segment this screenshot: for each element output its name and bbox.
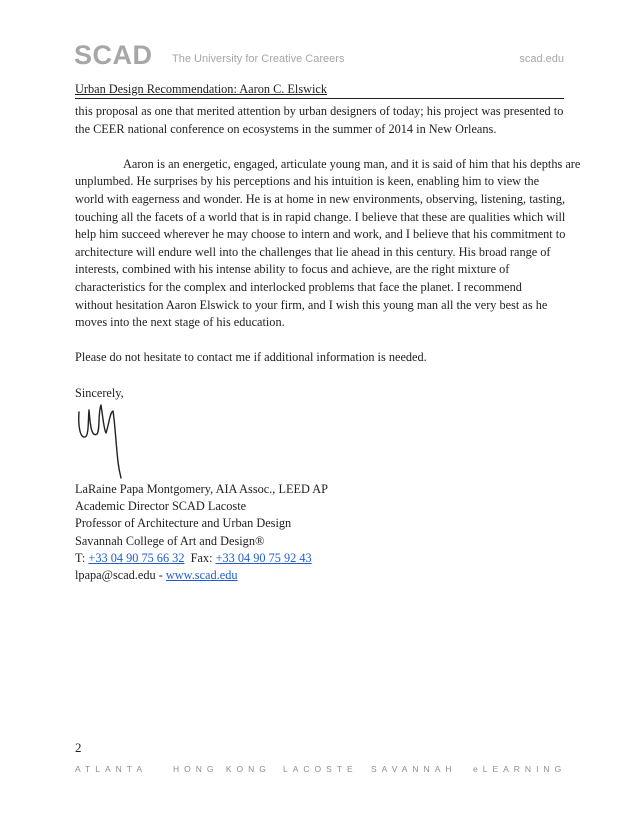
contact-paragraph: Please do not hesitate to contact me if additional information is needed. (75, 350, 427, 365)
letter-body (75, 103, 581, 402)
footer-location: LACOSTE (283, 764, 358, 774)
body-line: without hesitation Aaron Elswick to your firm, and I wish this young man all the very best as he (75, 297, 548, 312)
scad-logo: SCAD (74, 40, 153, 70)
closing: Sincerely, (75, 385, 124, 400)
phone-line: T: +33 04 90 75 66 32 Fax: +33 04 90 75 92 43 (75, 550, 312, 565)
footer-location: HONG KONG (173, 764, 271, 774)
footer-location: eLEARNING (473, 764, 567, 774)
body-line: characteristics for the complex and interlocked problems that face the planet. I recommend (75, 279, 522, 294)
website-link[interactable]: www.scad.edu (165, 568, 238, 583)
signature-block (75, 481, 328, 584)
fax-link[interactable]: +33 04 90 75 92 43 (215, 550, 312, 565)
header-site: scad.edu (519, 53, 564, 65)
tagline: The University for Creative Careers (172, 53, 345, 65)
signatory-title: Professor of Architecture and Urban Design (75, 516, 292, 531)
institution: Savannah College of Art and Design® (75, 533, 265, 548)
body-line: touching all the facets of a world that is in rapid change. I believe that these are qualities which will (75, 209, 566, 224)
page-number: 2 (75, 740, 82, 755)
body-line: interests, combined with his intense ability to focus and achieve, are the right mixture of (75, 262, 510, 277)
body-line: world with eagerness and wonder. He is at home in new environments, observing, listening, tasting, (75, 191, 566, 206)
body-line: moves into the next stage of his education. (75, 315, 285, 330)
signature-image (75, 400, 135, 480)
subject-text: Urban Design Recommendation: Aaron C. Elswick (75, 82, 328, 96)
signatory-name: LaRaine Papa Montgomery, AIA Assoc., LEED AP (75, 482, 328, 496)
body-line: architecture will endure well into the challenges that lie ahead in this century. His broad range of (75, 244, 551, 259)
body-line: help him succeed wherever he may choose to intern and work, and I believe that his commitment to (75, 227, 566, 242)
email-line: lpapa@scad.edu - www.scad.edu (75, 568, 238, 583)
body-line: this proposal as one that merited attention by urban designers of today; his project was presented to (75, 104, 564, 118)
footer-location: SAVANNAH (371, 764, 457, 774)
phone-link[interactable]: +33 04 90 75 66 32 (88, 550, 185, 565)
footer-location: ATLANTA (75, 764, 147, 774)
letterhead (74, 40, 564, 70)
signatory-title: Academic Director SCAD Lacoste (75, 499, 247, 514)
email-text: lpapa@scad.edu (75, 568, 156, 583)
subject-line (75, 82, 564, 99)
body-line: Aaron is an energetic, engaged, articulate young man, and it is said of him that his depths are (123, 156, 581, 171)
body-line: unplumbed. He surprises by his perceptions and his intuition is keen, enabling him to view the (75, 174, 540, 189)
body-line: the CEER national conference on ecosystems in the summer of 2014 in New Orleans. (75, 121, 497, 136)
footer-locations (75, 764, 565, 780)
